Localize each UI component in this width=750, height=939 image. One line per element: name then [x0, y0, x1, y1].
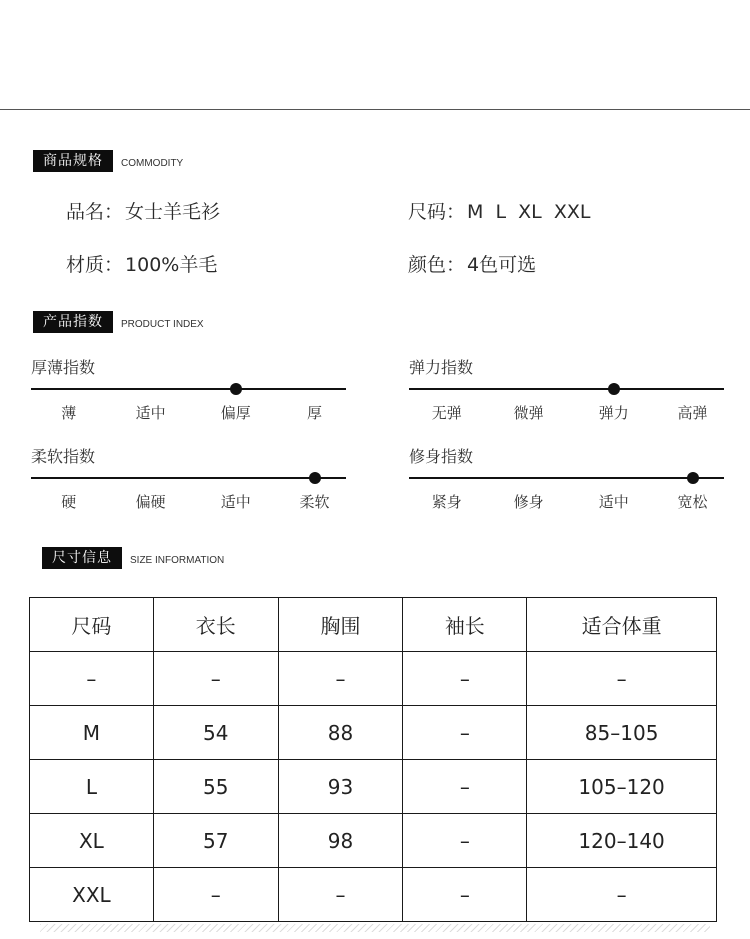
- fit-index-track: [409, 477, 724, 479]
- table-cell: –: [527, 868, 717, 922]
- table-cell: –: [30, 652, 154, 706]
- fit-index: [409, 446, 724, 511]
- spec-color-value: 4色可选: [467, 254, 537, 276]
- table-row: [30, 760, 717, 814]
- column-header: 胸围: [278, 598, 403, 652]
- index-option: 硬: [61, 493, 77, 511]
- spec-material: [66, 250, 217, 277]
- product-index-badge: 产品指数: [33, 311, 113, 333]
- commodity-badge: 商品规格: [33, 150, 113, 172]
- table-cell: L: [30, 760, 154, 814]
- top-divider: [0, 109, 750, 110]
- table-cell: 105–120: [527, 760, 717, 814]
- index-option: 柔软: [299, 493, 330, 511]
- softness-index-options: [31, 491, 346, 511]
- fit-index-options: [409, 491, 724, 511]
- column-header: 尺码: [30, 598, 154, 652]
- table-cell: 54: [153, 706, 278, 760]
- thickness-index-options: [31, 402, 346, 422]
- index-option: 适中: [598, 493, 629, 511]
- elasticity-index-track: [409, 388, 724, 390]
- index-option: 高弹: [677, 404, 708, 422]
- commodity-badge-en: COMMODITY: [121, 158, 184, 169]
- index-option: 微弹: [513, 404, 544, 422]
- table-row: [30, 706, 717, 760]
- spec-material-label: 材质：: [66, 254, 124, 276]
- spec-material-value: 100%羊毛: [125, 254, 218, 276]
- product-index-badge-en: PRODUCT INDEX: [121, 319, 204, 330]
- thickness-index: [31, 357, 346, 422]
- spec-size-value: M L XL XXL: [467, 201, 591, 223]
- index-option: 厚: [306, 404, 323, 422]
- index-option: 薄: [61, 404, 77, 422]
- softness-index: [31, 446, 346, 511]
- index-option: 弹力: [598, 404, 629, 422]
- table-cell: –: [278, 652, 403, 706]
- table-cell: –: [403, 706, 527, 760]
- product-index-section-header: [33, 311, 204, 333]
- spec-size-label: 尺码：: [408, 201, 466, 223]
- fit-index-marker: [687, 472, 699, 484]
- elasticity-index-title: 弹力指数: [409, 358, 474, 377]
- table-cell: XL: [30, 814, 154, 868]
- table-cell: 85–105: [527, 706, 717, 760]
- softness-index-title: 柔软指数: [31, 447, 96, 466]
- softness-index-track: [31, 477, 346, 479]
- table-cell: –: [403, 760, 527, 814]
- size-info-badge-en: SIZE INFORMATION: [130, 555, 225, 566]
- spec-color-label: 颜色：: [408, 254, 466, 276]
- elasticity-index: [409, 357, 724, 422]
- spec-name-label: 品名：: [66, 201, 124, 223]
- elasticity-index-options: [409, 402, 724, 422]
- table-header-row: [30, 598, 717, 652]
- softness-index-marker: [309, 472, 321, 484]
- spec-color: [408, 250, 536, 277]
- thickness-index-track: [31, 388, 346, 390]
- commodity-section-header: [33, 150, 183, 172]
- index-option: 修身: [513, 493, 544, 511]
- column-header: 适合体重: [527, 598, 717, 652]
- index-option: 偏硬: [135, 493, 166, 511]
- table-cell: 55: [153, 760, 278, 814]
- thickness-index-title: 厚薄指数: [31, 358, 96, 377]
- table-cell: 57: [153, 814, 278, 868]
- table-cell: –: [278, 868, 403, 922]
- spec-name: [66, 197, 220, 224]
- table-cell: –: [403, 868, 527, 922]
- table-row: [30, 868, 717, 922]
- fit-index-title: 修身指数: [409, 447, 474, 466]
- table-cell: –: [403, 652, 527, 706]
- bottom-decoration: [40, 924, 710, 932]
- elasticity-index-marker: [608, 383, 620, 395]
- index-option: 适中: [220, 493, 251, 511]
- table-cell: –: [403, 814, 527, 868]
- index-option: 适中: [135, 404, 166, 422]
- table-cell: XXL: [30, 868, 154, 922]
- index-option: 无弹: [431, 404, 462, 422]
- table-cell: –: [153, 652, 278, 706]
- column-header: 衣长: [153, 598, 278, 652]
- size-info-badge: 尺寸信息: [42, 547, 122, 569]
- table-cell: 93: [278, 760, 403, 814]
- column-header: 袖长: [403, 598, 527, 652]
- index-option: 偏厚: [220, 404, 251, 422]
- thickness-index-marker: [230, 383, 242, 395]
- table-cell: –: [527, 652, 717, 706]
- table-row: [30, 814, 717, 868]
- index-option: 宽松: [677, 493, 708, 511]
- spec-size: [408, 197, 590, 224]
- size-info-section-header: [42, 547, 224, 569]
- table-cell: 120–140: [527, 814, 717, 868]
- table-row: [30, 652, 717, 706]
- table-cell: 98: [278, 814, 403, 868]
- table-cell: 88: [278, 706, 403, 760]
- spec-name-value: 女士羊毛衫: [125, 201, 221, 223]
- table-cell: –: [153, 868, 278, 922]
- size-table: [29, 597, 717, 922]
- index-option: 紧身: [431, 493, 462, 511]
- table-cell: M: [30, 706, 154, 760]
